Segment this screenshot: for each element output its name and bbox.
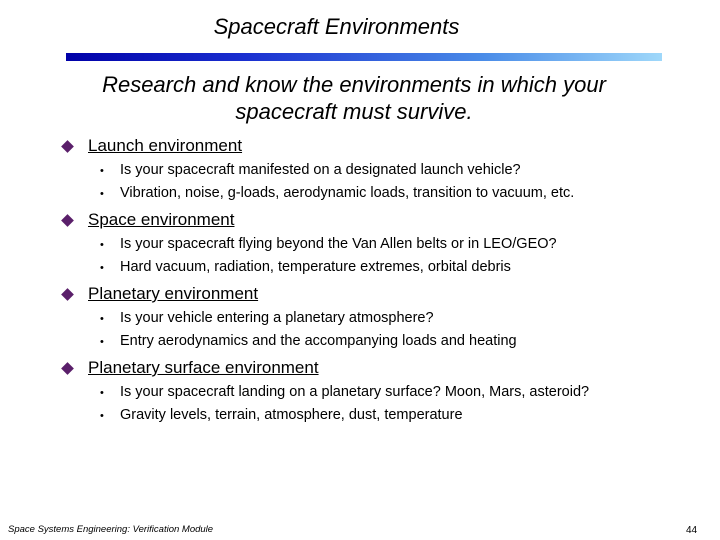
page-number: 44 [686, 525, 698, 536]
bullet-dot-icon: • [100, 262, 104, 274]
section-heading: Planetary environment [88, 284, 259, 303]
section-item: Is your spacecraft manifested on a designated launch vehicle? [120, 162, 521, 178]
title-divider [66, 53, 662, 61]
subtitle-line-2: spacecraft must survive. [235, 99, 473, 124]
slide-subtitle [40, 71, 668, 125]
bullet-dot-icon: • [100, 239, 104, 251]
section-item: Vibration, noise, g-loads, aerodynamic loads, transition to vacuum, etc. [120, 185, 575, 201]
bullet-dot-icon: • [100, 336, 104, 348]
section-item: Gravity levels, terrain, atmosphere, dust, temperature [120, 407, 463, 423]
diamond-bullet-icon [61, 288, 74, 301]
section-item: Is your vehicle entering a planetary atmosphere? [120, 310, 434, 326]
section-heading: Space environment [88, 210, 235, 229]
bullet-dot-icon: • [100, 387, 104, 399]
section-heading: Planetary surface environment [88, 358, 319, 377]
subtitle-line-1: Research and know the environments in which your [102, 72, 606, 97]
section-item: Hard vacuum, radiation, temperature extremes, orbital debris [120, 259, 511, 275]
bullet-dot-icon: • [100, 165, 104, 177]
bullet-dot-icon: • [100, 410, 104, 422]
slide-title: Spacecraft Environments [213, 14, 460, 39]
section-item: Entry aerodynamics and the accompanying loads and heating [120, 333, 517, 349]
footer-text: Space Systems Engineering: Verification Module [8, 524, 214, 535]
bullet-dot-icon: • [100, 313, 104, 325]
diamond-bullet-icon [61, 140, 74, 153]
diamond-bullet-icon [61, 214, 74, 227]
diamond-bullet-icon [61, 362, 74, 375]
bullet-dot-icon: • [100, 188, 104, 200]
section-item: Is your spacecraft flying beyond the Van Allen belts or in LEO/GEO? [120, 236, 557, 252]
section-heading: Launch environment [88, 136, 243, 155]
section-item: Is your spacecraft landing on a planetary surface? Moon, Mars, asteroid? [120, 384, 590, 400]
